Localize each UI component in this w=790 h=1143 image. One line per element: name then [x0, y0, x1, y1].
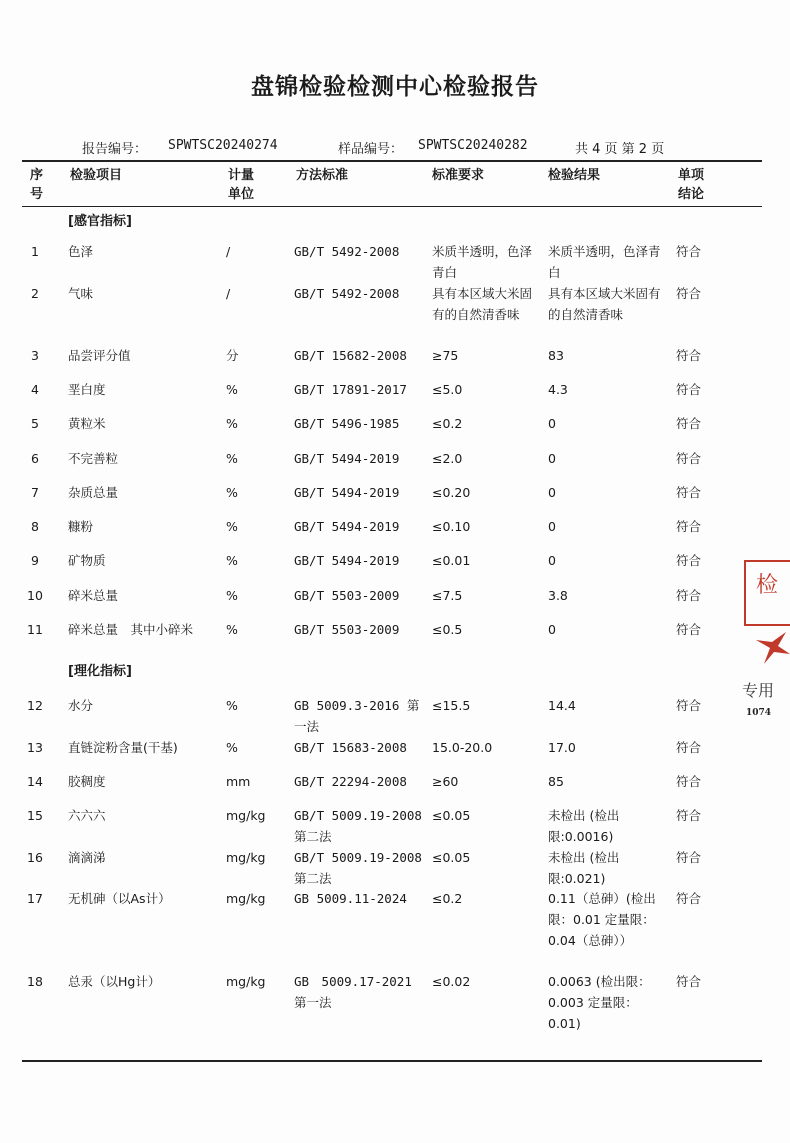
row-6-method: GB/T 5494-2019: [294, 451, 400, 466]
row-8-verdict: 符合: [676, 519, 702, 534]
row-7-verdict: 符合: [676, 485, 702, 500]
row-5-no: 5: [31, 416, 39, 431]
row-12-result: 14.4: [548, 698, 576, 713]
header-top-rule: [22, 160, 762, 162]
row-1-no: 1: [31, 244, 39, 259]
header-method: 方法标准: [296, 168, 349, 183]
row-2-unit: /: [226, 286, 231, 301]
row-3-item: 品尝评分值: [68, 348, 131, 363]
row-17-req: ≤0.2: [432, 891, 463, 906]
row-4-unit: %: [226, 382, 238, 397]
row-9-item: 矿物质: [68, 553, 106, 568]
row-17-verdict: 符合: [676, 891, 702, 906]
row-12-req: ≤15.5: [432, 698, 471, 713]
row-7-unit: %: [226, 485, 238, 500]
row-9-req: ≤0.01: [432, 553, 471, 568]
row-18-no: 18: [27, 974, 43, 989]
header-seq: 序号: [30, 168, 44, 202]
row-13-req: 15.0-20.0: [432, 740, 493, 755]
row-16-verdict: 符合: [676, 850, 702, 865]
row-12-verdict: 符合: [676, 698, 702, 713]
sample-no-label: 样品编号：: [338, 142, 404, 157]
row-12-no: 12: [27, 698, 43, 713]
row-8-item: 糠粉: [68, 519, 94, 534]
row-4-req: ≤5.0: [432, 382, 463, 397]
row-5-method: GB/T 5496-1985: [294, 416, 400, 431]
row-5-item: 黄粒米: [68, 416, 106, 431]
row-15-no: 15: [27, 808, 43, 823]
row-2-item: 气味: [68, 286, 94, 301]
row-7-no: 7: [31, 485, 39, 500]
row-6-verdict: 符合: [676, 451, 702, 466]
row-1-method: GB/T 5492-2008: [294, 244, 400, 259]
row-16-method: GB/T 5009.19-2008 第二法: [294, 850, 422, 886]
row-7-method: GB/T 5494-2019: [294, 485, 400, 500]
row-11-unit: %: [226, 622, 238, 637]
row-1-unit: /: [226, 244, 231, 259]
row-7-result: 0: [548, 485, 556, 500]
row-16-result: 未检出 (检出限:0.021): [548, 850, 620, 886]
row-2-verdict: 符合: [676, 286, 702, 301]
row-14-req: ≥60: [432, 774, 459, 789]
row-12-unit: %: [226, 698, 238, 713]
report-no: SPWTSC20240274: [168, 138, 278, 153]
row-4-verdict: 符合: [676, 382, 702, 397]
row-13-verdict: 符合: [676, 740, 702, 755]
report-no-label: 报告编号：: [82, 142, 148, 157]
sample-no: SPWTSC20240282: [418, 138, 528, 153]
row-9-result: 0: [548, 553, 556, 568]
row-5-unit: %: [226, 416, 238, 431]
row-4-item: 垩白度: [68, 382, 106, 397]
row-16-item: 滴滴涕: [68, 850, 106, 865]
inspection-seal: [742, 560, 790, 730]
row-10-result: 3.8: [548, 588, 568, 603]
row-7-req: ≤0.20: [432, 485, 471, 500]
row-10-method: GB/T 5503-2009: [294, 588, 400, 603]
section-physchem: [理化指标]: [68, 664, 132, 679]
row-3-unit: 分: [226, 348, 239, 363]
row-6-unit: %: [226, 451, 238, 466]
row-3-result: 83: [548, 348, 564, 363]
row-8-req: ≤0.10: [432, 519, 471, 534]
row-1-result: 米质半透明，色泽青白: [548, 244, 661, 280]
row-11-result: 0: [548, 622, 556, 637]
header-bottom-rule: [22, 206, 762, 207]
row-14-item: 胶稠度: [68, 774, 106, 789]
row-8-unit: %: [226, 519, 238, 534]
row-15-req: ≤0.05: [432, 808, 471, 823]
row-10-verdict: 符合: [676, 588, 702, 603]
header-unit: 计量单位: [228, 168, 255, 202]
seal-star-icon: [756, 630, 790, 666]
row-11-req: ≤0.5: [432, 622, 463, 637]
row-4-no: 4: [31, 382, 39, 397]
row-1-req: 米质半透明，色泽青白: [432, 244, 533, 280]
row-3-no: 3: [31, 348, 39, 363]
row-8-method: GB/T 5494-2019: [294, 519, 400, 534]
row-15-item: 六六六: [68, 808, 106, 823]
row-2-result: 具有本区域大米固有的自然清香味: [548, 286, 661, 322]
row-13-method: GB/T 15683-2008: [294, 740, 407, 755]
row-2-req: 具有本区域大米固有的自然清香味: [432, 286, 533, 322]
row-18-req: ≤0.02: [432, 974, 471, 989]
row-17-item: 无机砷（以As计）: [68, 891, 171, 906]
page-count: 共 4 页 第 2 页: [575, 142, 665, 157]
seal-code: 1074: [746, 708, 772, 718]
header-verdict: 单项结论: [678, 168, 705, 202]
row-16-no: 16: [27, 850, 43, 865]
row-11-no: 11: [27, 622, 43, 637]
row-9-unit: %: [226, 553, 238, 568]
row-13-item: 直链淀粉含量(干基): [68, 740, 178, 755]
row-6-item: 不完善粒: [68, 451, 119, 466]
row-14-method: GB/T 22294-2008: [294, 774, 407, 789]
header-item: 检验项目: [70, 168, 123, 183]
row-10-no: 10: [27, 588, 43, 603]
row-6-req: ≤2.0: [432, 451, 463, 466]
seal-char-1: 检: [756, 573, 779, 598]
row-4-result: 4.3: [548, 382, 568, 397]
row-18-result: 0.0063 (检出限：0.003 定量限：0.01): [548, 974, 651, 1031]
row-13-result: 17.0: [548, 740, 576, 755]
row-6-result: 0: [548, 451, 556, 466]
row-14-verdict: 符合: [676, 774, 702, 789]
row-14-no: 14: [27, 774, 43, 789]
row-17-unit: mg/kg: [226, 891, 266, 906]
row-2-no: 2: [31, 286, 39, 301]
row-18-method: GB 5009.17-2021 第一法: [294, 974, 412, 1010]
row-13-unit: %: [226, 740, 238, 755]
row-12-method: GB 5009.3-2016 第一法: [294, 698, 420, 734]
row-12-item: 水分: [68, 698, 94, 713]
row-3-method: GB/T 15682-2008: [294, 348, 407, 363]
row-4-method: GB/T 17891-2017: [294, 382, 407, 397]
row-9-verdict: 符合: [676, 553, 702, 568]
header-result: 检验结果: [548, 168, 601, 183]
row-2-method: GB/T 5492-2008: [294, 286, 400, 301]
row-9-method: GB/T 5494-2019: [294, 553, 400, 568]
row-15-unit: mg/kg: [226, 808, 266, 823]
row-8-result: 0: [548, 519, 556, 534]
row-10-item: 碎米总量: [68, 588, 119, 603]
row-18-verdict: 符合: [676, 974, 702, 989]
row-15-verdict: 符合: [676, 808, 702, 823]
footer-rule: [22, 1060, 762, 1062]
row-17-result: 0.11（总砷）(检出限：0.01 定量限：0.04（总砷））: [548, 891, 656, 948]
row-17-method: GB 5009.11-2024: [294, 891, 407, 906]
row-10-unit: %: [226, 588, 238, 603]
row-14-unit: mm: [226, 774, 251, 789]
row-10-req: ≤7.5: [432, 588, 463, 603]
seal-char-2: 专用: [742, 681, 775, 700]
row-16-unit: mg/kg: [226, 850, 266, 865]
row-5-req: ≤0.2: [432, 416, 463, 431]
row-1-verdict: 符合: [676, 244, 702, 259]
row-11-item: 碎米总量 其中小碎米: [68, 622, 194, 637]
row-13-no: 13: [27, 740, 43, 755]
row-3-req: ≥75: [432, 348, 459, 363]
section-sensory: [感官指标]: [68, 214, 132, 229]
row-3-verdict: 符合: [676, 348, 702, 363]
row-15-method: GB/T 5009.19-2008 第二法: [294, 808, 422, 844]
row-17-no: 17: [27, 891, 43, 906]
row-16-req: ≤0.05: [432, 850, 471, 865]
row-18-item: 总汞（以Hg计）: [68, 974, 161, 989]
row-11-verdict: 符合: [676, 622, 702, 637]
report-title: 盘锦检验检测中心检验报告: [251, 74, 539, 100]
row-14-result: 85: [548, 774, 564, 789]
row-5-verdict: 符合: [676, 416, 702, 431]
row-15-result: 未检出 (检出限:0.0016): [548, 808, 620, 844]
row-9-no: 9: [31, 553, 39, 568]
row-5-result: 0: [548, 416, 556, 431]
row-6-no: 6: [31, 451, 39, 466]
row-11-method: GB/T 5503-2009: [294, 622, 400, 637]
row-18-unit: mg/kg: [226, 974, 266, 989]
row-1-item: 色泽: [68, 244, 94, 259]
header-requirement: 标准要求: [432, 168, 485, 183]
row-7-item: 杂质总量: [68, 485, 119, 500]
row-8-no: 8: [31, 519, 39, 534]
